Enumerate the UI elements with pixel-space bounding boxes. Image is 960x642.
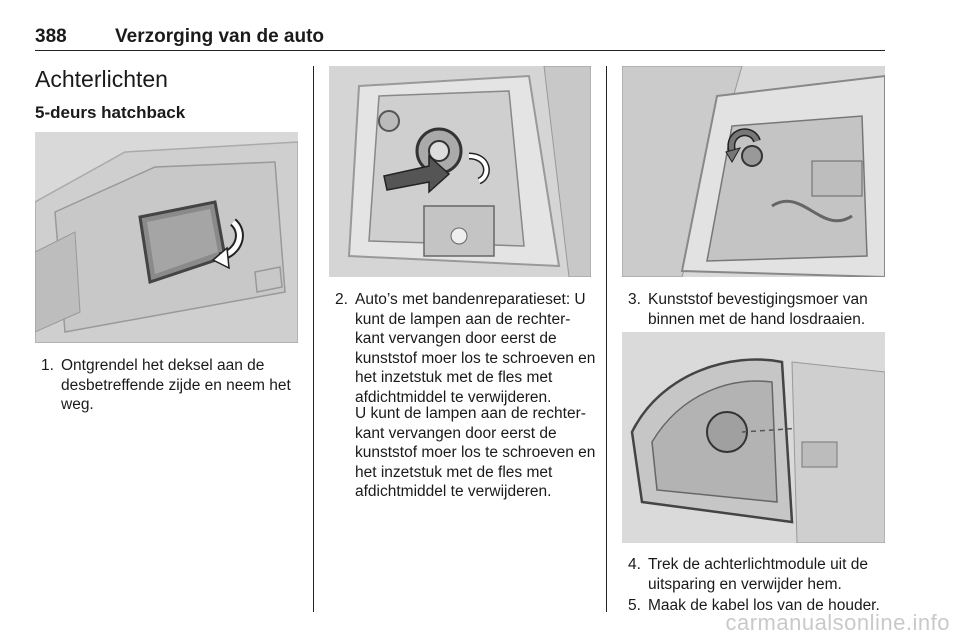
column-divider-1 (313, 66, 314, 612)
header-rule (35, 50, 885, 51)
step-text: Trek de achterlichtmodule uit de uitsparing en verwijder hem. (648, 556, 868, 593)
page-title: Verzorging van de auto (115, 26, 325, 47)
watermark: carmanualsonline.info (725, 610, 950, 635)
illustration-trunk-cover (35, 132, 298, 343)
step-number: 2. (335, 291, 348, 308)
column-divider-2 (606, 66, 607, 612)
note-paragraph: U kunt de lampen aan de rechter-kant vervangen door eerst de kunststof moer los te schroeven en het inzetstuk met de fles met afdichtmiddel te verwijderen. (355, 405, 596, 500)
step-number: 1. (41, 357, 54, 374)
page-number: 388 (35, 26, 67, 47)
step-2 (335, 290, 597, 407)
step-text: Ontgrendel het deksel aan de desbetreffende zijde en neem het weg. (61, 357, 291, 413)
step-1 (41, 356, 303, 415)
step-number: 4. (628, 556, 641, 573)
step-4 (628, 555, 890, 594)
step-text: Kunststof bevestigingsmoer van binnen met de hand losdraaien. (648, 291, 868, 328)
step-text: Maak de kabel los van de houder. (648, 597, 880, 614)
step-3 (628, 290, 890, 329)
step-text: Auto’s met bandenreparatieset: U kunt de lampen aan de rechter-kant vervangen door eerst de kunststof moer los te schroeven en het inzetstuk met de fles met afdichtmiddel te verwijderen. (355, 291, 596, 406)
section-title: Achterlichten (35, 66, 168, 92)
page-header (35, 26, 885, 52)
section-subtitle: 5-deurs hatchback (35, 103, 186, 122)
step-number: 5. (628, 597, 641, 614)
illustration-lamp-holder (329, 66, 591, 277)
illustration-fastening-nut (622, 66, 885, 277)
step-number: 3. (628, 291, 641, 308)
illustration-taillight-module (622, 332, 885, 543)
